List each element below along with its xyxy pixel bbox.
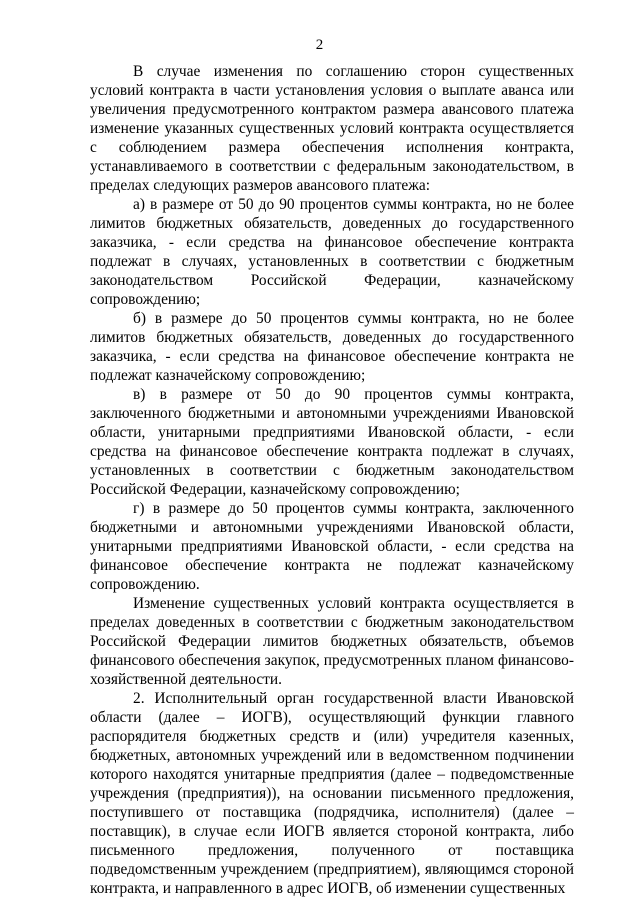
paragraph-item-g: г) в размере до 50 процентов суммы контракта, заключенного бюджетными и автономными учреждениями Ивановской области, унитарными предприятиями Ивановской области, - если средства на финансовое обеспечение контракта не подлежат казначейскому сопровождению.	[90, 500, 574, 593]
page-number: 2	[315, 37, 324, 53]
paragraph-item-a: а) в размере от 50 до 90 процентов суммы контракта, но не более лимитов бюджетных обязательств, доведенных до государственного заказчика, - если средства на финансовое обеспечение контракта подлежат в случаях, установленных в соответствии с бюджетным законодательством Российской Федерации, казначейскому сопровождению;	[90, 196, 574, 308]
paragraph-item-b: б) в размере до 50 процентов суммы контракта, но не более лимитов бюджетных обязательств, доведенных до государственного заказчика, - если средства на финансовое обеспечение контракта не подлежат казначейскому сопровождению;	[90, 310, 574, 384]
paragraph-budget-limits: Изменение существенных условий контракта осуществляется в пределах доведенных в соответствии с бюджетным законодательством Российской Федерации лимитов бюджетных обязательств, объемов финансового обеспечения закупок, предусмотренных планом финансово-хозяйственной деятельности.	[90, 595, 574, 688]
paragraph-section-2: 2. Исполнительный орган государственной власти Ивановской области (далее – ИОГВ), осуществляющий функции главного распорядителя бюджетных средств и (или) учредителя казенных, бюджетных, автономных учреждений или в ведомственном подчинении которого находятся унитарные предприятия (далее – подведомственные учреждения (предприятия)), на основании письменного предложения, поступившего от поставщика (подрядчика, исполнителя) (далее – поставщик), в случае если ИОГВ является стороной контракта, либо письменного предложения, полученного от поставщика подведомственным учреждением (предприятием), являющимся стороной контракта, и направленного в адрес ИОГВ, об изменении существенных	[90, 690, 574, 897]
paragraph-item-v: в) в размере от 50 до 90 процентов суммы контракта, заключенного бюджетными и автономными учреждениями Ивановской области, унитарными предприятиями Ивановской области, - если средства на финансовое обеспечение контракта подлежат в случаях, установленных в соответствии с бюджетным законодательством Российской Федерации, казначейскому сопровождению;	[90, 386, 574, 498]
document-body	[90, 62, 574, 898]
paragraph-advance-payment-terms: В случае изменения по соглашению сторон существенных условий контракта в части установления условия о выплате аванса или увеличения предусмотренного контрактом размера авансового платежа изменение указанных существенных условий контракта осуществляется с соблюдением размера обеспечения исполнения контракта, устанавливаемого в соответствии с федеральным законодательством, в пределах следующих размеров авансового платежа:	[90, 63, 574, 194]
